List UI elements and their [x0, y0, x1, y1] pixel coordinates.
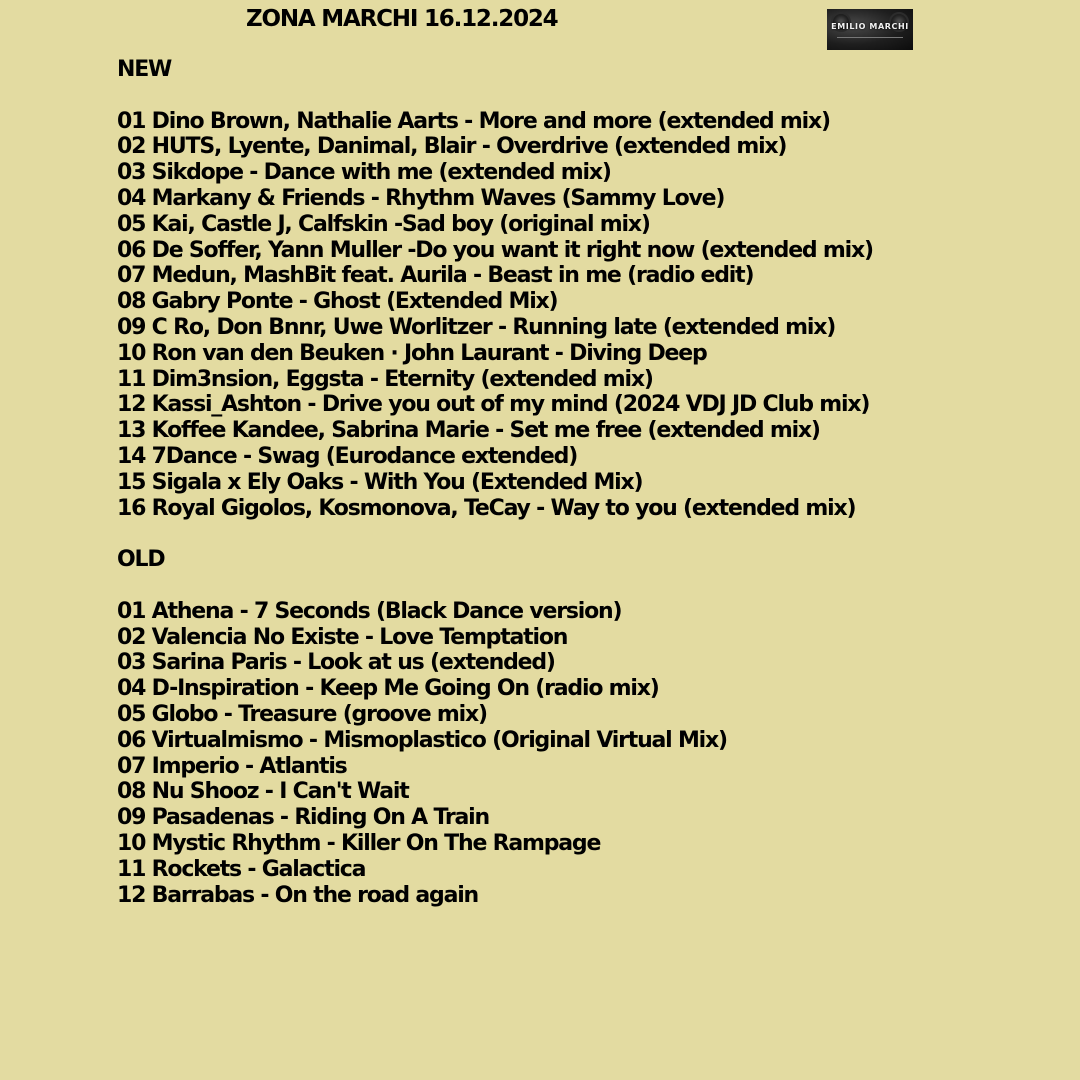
track-item: 06 Virtualmismo - Mismoplastico (Original Virtual Mix)	[117, 727, 727, 753]
track-item: 15 Sigala x Ely Oaks - With You (Extended Mix)	[117, 469, 643, 495]
logo-divider	[837, 37, 903, 38]
track-item: 11 Rockets - Galactica	[117, 856, 366, 882]
track-item: 07 Medun, MashBit feat. Aurila - Beast in me (radio edit)	[117, 263, 754, 289]
track-item: 13 Koffee Kandee, Sabrina Marie - Set me free (extended mix)	[117, 418, 820, 444]
track-item: 04 Markany & Friends - Rhythm Waves (Sammy Love)	[117, 185, 725, 211]
track-item: 11 Dim3nsion, Eggsta - Eternity (extended mix)	[117, 366, 653, 392]
track-item: 08 Nu Shooz - I Can't Wait	[117, 779, 409, 805]
track-list-old	[117, 599, 873, 909]
spacer	[117, 83, 873, 109]
track-item: 01 Dino Brown, Nathalie Aarts - More and more (extended mix)	[117, 108, 830, 134]
section-heading-old: OLD	[117, 547, 165, 573]
track-item: 16 Royal Gigolos, Kosmonova, TeCay - Way to you (extended mix)	[117, 495, 856, 521]
track-item: 01 Athena - 7 Seconds (Black Dance version)	[117, 598, 622, 624]
logo-text: EMILIO MARCHI	[831, 22, 909, 31]
track-item: 09 Pasadenas - Riding On A Train	[117, 805, 489, 831]
track-item: 10 Mystic Rhythm - Killer On The Rampage	[117, 830, 601, 856]
track-item: 08 Gabry Ponte - Ghost (Extended Mix)	[117, 289, 558, 315]
track-item: 14 7Dance - Swag (Eurodance extended)	[117, 443, 578, 469]
track-item: 12 Kassi_Ashton - Drive you out of my mind (2024 VDJ JD Club mix)	[117, 392, 870, 418]
track-item: 07 Imperio - Atlantis	[117, 753, 347, 779]
track-item: 12 Barrabas - On the road again	[117, 882, 479, 908]
spacer	[117, 521, 873, 547]
track-item: 06 De Soffer, Yann Muller -Do you want it right now (extended mix)	[117, 237, 873, 263]
track-list-new	[117, 109, 873, 522]
playlist	[117, 57, 873, 908]
emilio-marchi-logo	[827, 9, 913, 50]
track-item: 05 Kai, Castle J, Calfskin -Sad boy (original mix)	[117, 211, 650, 237]
track-item: 02 HUTS, Lyente, Danimal, Blair - Overdrive (extended mix)	[117, 134, 787, 160]
track-item: 03 Sikdope - Dance with me (extended mix)	[117, 160, 611, 186]
track-item: 05 Globo - Treasure (groove mix)	[117, 701, 487, 727]
section-heading-new: NEW	[117, 57, 172, 82]
track-item: 04 D-Inspiration - Keep Me Going On (radio mix)	[117, 676, 659, 702]
track-item: 10 Ron van den Beuken · John Laurant - Diving Deep	[117, 340, 707, 366]
spacer	[117, 573, 873, 599]
page-title: ZONA MARCHI 16.12.2024	[246, 6, 558, 32]
track-item: 03 Sarina Paris - Look at us (extended)	[117, 650, 555, 676]
track-item: 09 C Ro, Don Bnnr, Uwe Worlitzer - Running late (extended mix)	[117, 314, 836, 340]
track-item: 02 Valencia No Existe - Love Temptation	[117, 624, 568, 650]
